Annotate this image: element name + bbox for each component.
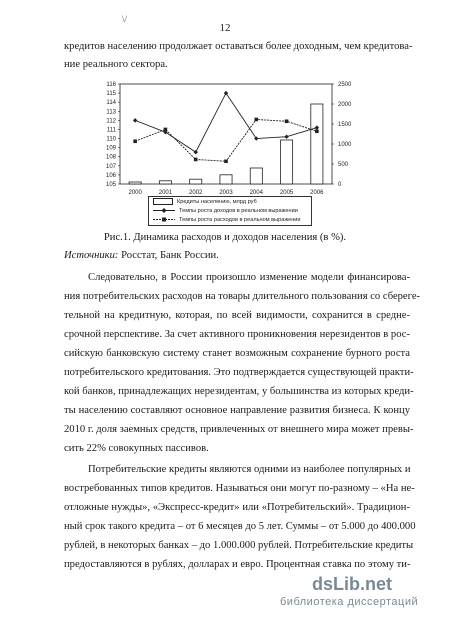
- watermark-brand: dsLib.net: [312, 574, 392, 594]
- left-tick-label: 115: [106, 91, 116, 98]
- x-tick-label: 2002: [189, 190, 203, 196]
- bar: [220, 175, 232, 184]
- text-line: отложные нужды», «Экспресс-кредит» или «Потребительский». Традицион-: [64, 502, 410, 513]
- left-tick-label: 113: [106, 109, 116, 116]
- expense-point: [285, 119, 289, 123]
- left-tick-label: 111: [106, 127, 116, 134]
- left-tick-label: 116: [106, 82, 116, 88]
- legend-item: [149, 197, 311, 206]
- source-label: Источники:: [64, 250, 119, 261]
- text-line: предоставляются в рублях, долларах и евро. Процентная ставка по этому ти-: [64, 559, 411, 570]
- income-point: [133, 118, 137, 122]
- bar: [159, 181, 171, 184]
- chart-legend: [148, 196, 312, 226]
- left-tick-label: 112: [106, 118, 116, 125]
- text-line: сийскую банковскую систему станет возможным сохранение бурного роста: [64, 348, 410, 359]
- text-line: Следовательно, в России произошло изменение модели финансирова-: [88, 272, 410, 283]
- expense-point: [133, 139, 137, 143]
- x-tick-label: 2001: [158, 190, 173, 196]
- expense-point: [254, 118, 258, 122]
- left-tick-label: 106: [105, 172, 116, 179]
- text-line: потребительского кредитования. Это подтверждается существующей практи-: [64, 367, 414, 378]
- x-tick-label: 2003: [219, 190, 233, 196]
- text-line: Потребительские кредиты являются одними из наиболее популярных и: [88, 464, 411, 475]
- plot-frame: [120, 84, 332, 184]
- text-line: ты населению составляют основное направление развития бизнеса. К концу: [64, 405, 410, 416]
- bar: [250, 168, 262, 184]
- expense-point: [315, 129, 319, 133]
- left-tick-label: 105: [105, 182, 116, 188]
- text-line: срочной перспективе. За счет активного проникновения нерезидентов в рос-: [64, 329, 410, 340]
- left-tick-label: 109: [105, 145, 116, 152]
- text-line: кой банков, принадлежащих нерезидентам, у большинства из которых креди-: [64, 386, 414, 397]
- legend-item: [149, 206, 311, 215]
- expense-point: [224, 159, 228, 163]
- figure-source: [64, 250, 219, 261]
- text-line: востребованных типов кредитов. Называться они могут по-разному – «На не-: [64, 483, 415, 494]
- watermark-logo: [250, 574, 440, 610]
- watermark-subtitle: библиотека диссертаций: [280, 596, 419, 608]
- legend-label: Кредиты населению, млрд руб: [177, 198, 257, 205]
- right-tick-label: 500: [338, 162, 349, 168]
- text-line: ния потребительских расходов на товары длительного пользования со сбереге-: [64, 291, 421, 302]
- bar: [311, 104, 323, 184]
- legend-line-diamond-swatch: [153, 207, 175, 214]
- bar: [190, 179, 202, 184]
- bar: [281, 140, 293, 184]
- left-tick-label: 108: [105, 154, 116, 161]
- right-tick-label: 0: [338, 182, 342, 188]
- text-line: сить 22% совокупных пассивов.: [64, 443, 209, 454]
- text-line: ный срок такого кредита – от 6 месяцев до 5 лет. Суммы – от 5.000 до 400.000: [64, 521, 416, 532]
- income-point: [284, 135, 288, 139]
- page-number: 12: [219, 22, 231, 34]
- figure-caption: Рис.1. Динамика расходов и доходов населения (в %).: [103, 232, 347, 243]
- right-tick-label: 1500: [338, 122, 352, 128]
- right-tick-label: 2000: [338, 102, 352, 108]
- legend-line-square-swatch: [153, 216, 175, 223]
- corner-mark: \/: [122, 14, 128, 24]
- legend-bar-swatch: [153, 198, 173, 205]
- legend-label: Темпы роста расходов в реальном выражении: [179, 216, 301, 223]
- right-tick-label: 2500: [338, 82, 352, 88]
- text-line: рублей, в некоторых банках – до 1.000.000 рублей. Потребительские кредиты: [64, 540, 414, 551]
- expense-point: [194, 158, 198, 162]
- left-tick-label: 110: [106, 136, 116, 143]
- legend-label: Темпы роста доходов в реальном выражении: [179, 207, 298, 214]
- text-line: кредитов населению продолжает оставаться более доходным, чем кредитова-: [64, 41, 413, 52]
- x-tick-label: 2004: [249, 190, 263, 196]
- right-tick-label: 1000: [338, 142, 352, 148]
- x-tick-label: 2005: [279, 190, 294, 196]
- expense-point: [164, 128, 168, 132]
- bar: [129, 182, 141, 184]
- source-text: Росстат, Банк России.: [118, 250, 219, 261]
- text-line: ние реального сектора.: [64, 59, 168, 70]
- text-line: 2010 г. доля заемных средств, привлеченных от внешнего мира может превы-: [64, 424, 414, 435]
- left-tick-label: 114: [106, 100, 116, 107]
- text-line: тельной на кредитную, которая, по всей видимости, сохранится в средне-: [64, 310, 410, 321]
- left-tick-label: 107: [105, 163, 116, 170]
- x-tick-label: 2006: [310, 190, 324, 196]
- legend-item: [149, 215, 311, 224]
- x-tick-label: 2000: [128, 190, 142, 196]
